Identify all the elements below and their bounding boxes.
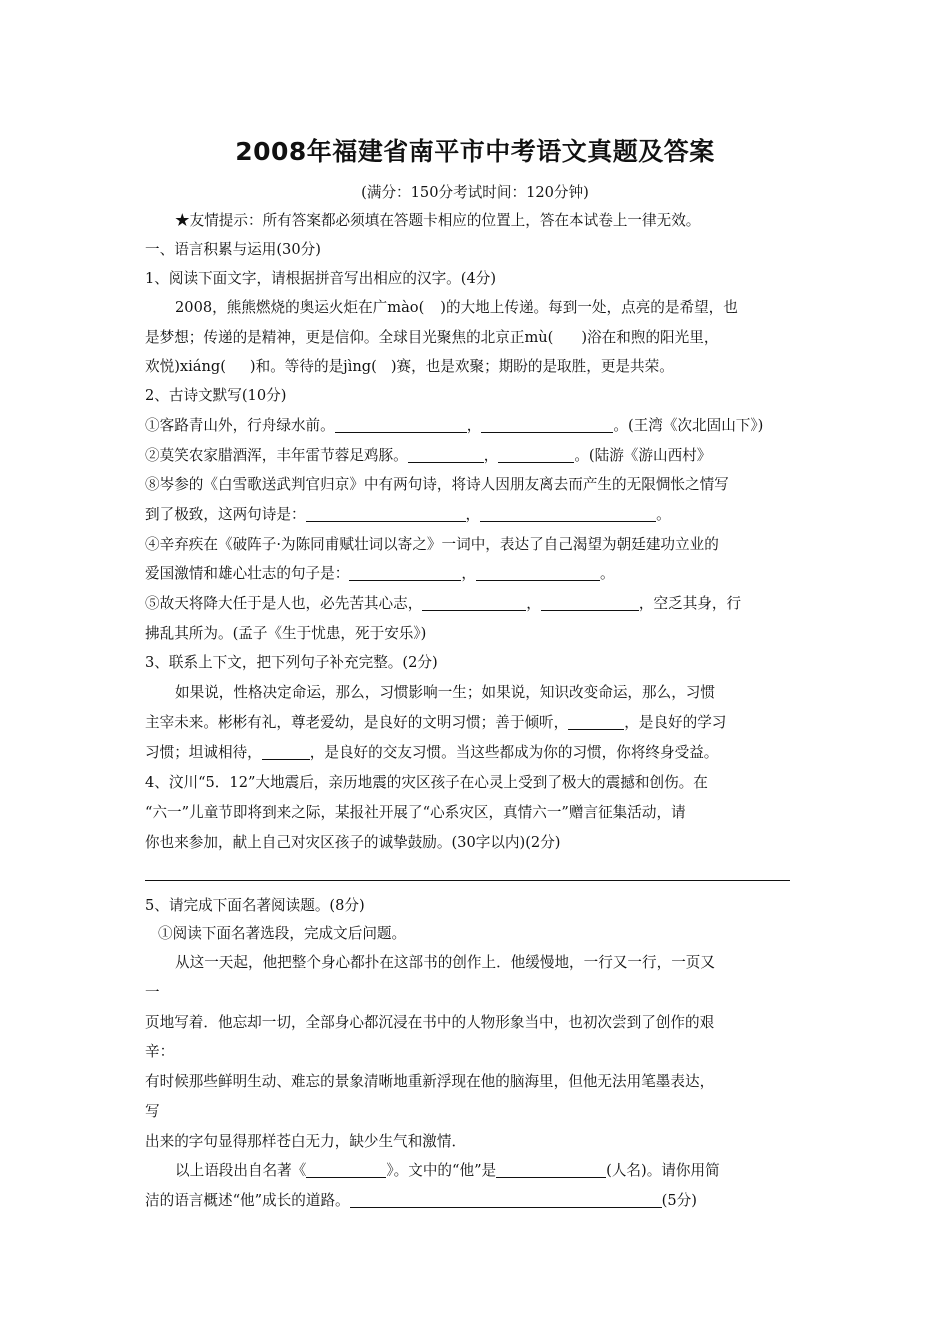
poem-line-3: ⑧岑参的《白雪歌送武判官归京》中有两句诗，将诗人因朋友离去而产生的无限惆怅之情写 [145,476,729,493]
poem-line-4: ④辛弃疾在《破阵子·为陈同甫赋壮词以寄之》一词中，表达了自己渴望为朝廷建功立业的 [145,536,719,553]
poem-line-4-answer [145,564,810,584]
answer-blank[interactable] [306,1162,386,1178]
question-1-text [175,298,810,318]
text-fragment: )赛，也是欢聚；期盼的是取胜，更是共荣。 [390,358,674,375]
text-fragment: )的大地上传递。每到一处，点亮的是希望，也 [440,299,738,316]
text-fragment: ， [526,595,541,612]
excerpt-line: 一 [145,984,160,1001]
text-fragment: 。 [599,565,615,582]
poem-line-2 [145,446,810,466]
text-fragment: 爱国激情和雄心壮志的句子是： [145,565,350,582]
question-5-heading: 5、请完成下面名著阅读题。(8分) [145,897,365,914]
question-2-heading: 2、古诗文默写(10分) [145,387,287,404]
poem-line-5-source: 拂乱其所为。(孟子《生于忧患，死于安乐》) [145,625,427,642]
page-title: 2008年福建省南平市中考语文真题及答案 [235,137,715,166]
excerpt-line: 辛： [145,1043,175,1060]
question-1-text [145,357,810,377]
text-fragment: 。(王湾《次北固山下》) [613,417,764,434]
question-5-subheading: ①阅读下面名著选段，完成文后问题。 [158,925,407,942]
poem-line-1 [145,416,810,436]
excerpt-line: 从这一天起，他把整个身心都扑在这部书的创作上．他缓慢地，一行又一行，一页又 [175,954,715,971]
section-heading: 一、语言积累与运用(30分) [145,241,321,258]
text-fragment: 。 [656,506,671,523]
question-4-text: “六一”儿童节即将到来之际，某报社开展了“心系灾区，真情六一”赠言征集活动，请 [145,804,686,821]
answer-blank[interactable] [568,714,624,730]
text-fragment: ，是良好的交友习惯。当这些都成为你的习惯，你将终身受益。 [309,744,719,761]
question-3-heading: 3、联系上下文，把下列句子补充完整。(2分) [145,654,438,671]
poem-line-5 [145,594,810,614]
answer-blank[interactable] [408,447,484,463]
answer-blank[interactable] [422,595,526,611]
text-fragment: ②莫笑农家腊酒浑，丰年雷节蓉足鸡豚。 [145,447,408,464]
answer-blank[interactable] [306,506,466,522]
question-3-text [145,743,810,763]
answer-blank[interactable] [481,417,613,433]
answer-blank[interactable] [541,595,639,611]
text-fragment: ， [461,565,476,582]
answer-blank[interactable] [480,506,656,522]
answer-blank[interactable] [496,1162,606,1178]
answer-blank[interactable] [350,1192,662,1208]
question-4-text: 4、汶川“5．12”大地震后，亲历地震的灾区孩子在心灵上受到了极大的震撼和创伤。在 [145,774,708,791]
answer-blank[interactable] [476,565,600,581]
question-5-prompt [175,1161,810,1181]
text-fragment: 主宰未来。彬彬有礼，尊老爱幼，是良好的文明习惯；善于倾听， [145,714,569,731]
text-fragment: (5分) [661,1192,697,1209]
question-4-text: 你也来参加，献上自己对灾区孩子的诚挚鼓励。(30字以内)(2分) [145,834,561,851]
text-fragment: ， [465,506,481,523]
text-fragment: ， [483,447,499,464]
text-fragment: 》。文中的“他”是 [386,1162,497,1179]
friendly-tip: ★友情提示：所有答案都必须填在答题卡相应的位置上，答在本试卷上一律无效。 [175,212,701,229]
text-fragment: (人名)。请你用简 [606,1162,720,1179]
text-fragment: 以上语段出自名著《 [175,1162,307,1179]
text-fragment: 欢悦)xiáng( [145,358,226,375]
text-fragment: 。(陆游《游山西村》 [574,447,712,464]
text-fragment: 是梦想；传递的是精神，更是信仰。全球目光聚焦的北京正mù( [145,329,554,346]
answer-blank[interactable] [349,565,461,581]
poem-line-3-answer [145,505,810,525]
text-fragment: ， [466,417,482,434]
text-fragment: 洁的语言概述“他”成长的道路。 [145,1192,350,1209]
page-subtitle: (满分：150分考试时间：120分钟) [361,184,589,201]
question-5-prompt [145,1191,810,1211]
answer-blank[interactable] [262,744,310,760]
excerpt-line: 有时候那些鲜明生动、难忘的景象清晰地重新浮现在他的脑海里，但他无法用笔墨表达， [145,1073,715,1090]
text-fragment: 到了极致，这两句诗是： [145,506,306,523]
answer-blank[interactable] [498,447,574,463]
excerpt-line: 页地写着．他忘却一切，全部身心都沉浸在书中的人物形象当中，也初次尝到了创作的艰 [145,1014,715,1031]
question-1-heading: 1、阅读下面文字，请根据拼音写出相应的汉字。(4分) [145,270,497,287]
excerpt-line: 写 [145,1103,160,1120]
answer-blank[interactable] [335,417,467,433]
question-1-text [145,328,810,348]
text-fragment: ，空乏其身，行 [638,595,742,612]
text-fragment: 2008，熊熊燃烧的奥运火炬在广mào( [175,299,425,316]
text-fragment: ，是良好的学习 [624,714,727,731]
text-fragment: ⑤故天将降大任于是人也，必先苦其心志， [145,595,423,612]
text-fragment: 习惯；坦诚相待， [145,744,262,761]
question-3-text: 如果说，性格决定命运，那么，习惯影响一生；如果说，知识改变命运，那么，习惯 [175,684,715,701]
answer-line[interactable] [145,880,790,881]
text-fragment: )和。等待的是jìng( [249,358,377,375]
question-3-text [145,713,810,733]
text-fragment: )浴在和煦的阳光里， [581,329,719,346]
text-fragment: ①客路青山外，行舟绿水前。 [145,417,335,434]
excerpt-line: 出来的字句显得那样苍白无力，缺少生气和激情． [145,1133,467,1150]
